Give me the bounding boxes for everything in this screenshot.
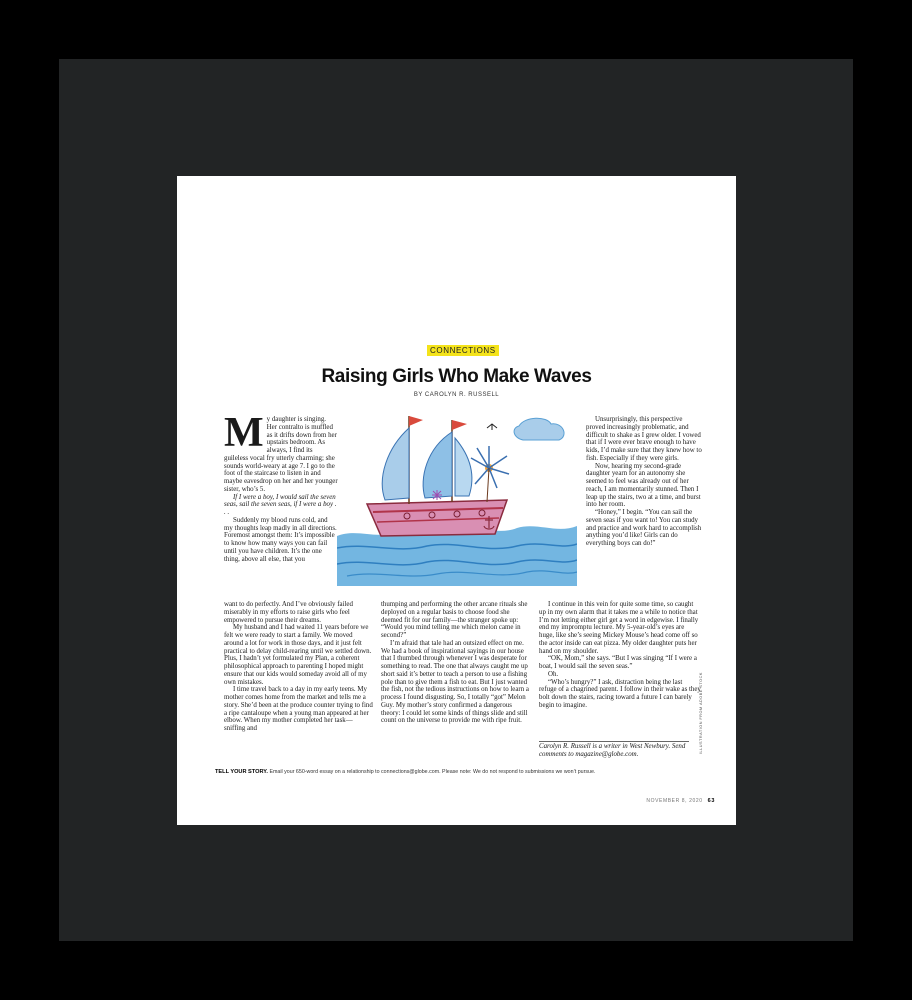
issue-date: NOVEMBER 8, 2020 <box>646 798 703 804</box>
paragraph: thumping and performing the other arcane rituals she deployed on a regular basis to choose food she deemed fit for our family—the stranger spoke up: “Would you mind telling me which melon came in second?” <box>381 601 528 639</box>
page-number: 63 <box>707 798 715 804</box>
paragraph: “Who’s hungry?” I ask, distraction being the last refuge of a chagrined parent. I follow in their wake as they bolt down the stairs, racing toward a future I can barely begin to imagine. <box>539 678 701 709</box>
byline: BY CAROLYN R. RUSSELL <box>413 392 500 398</box>
submission-text: Email your 650-word essay on a relationship to connections@globe.com. Please note: We do not respond to submissions we won’t pursue. <box>269 769 596 775</box>
illustration-credit: ILLUSTRATION FROM ADOBE STOCK <box>699 672 703 754</box>
page-folio <box>646 798 715 804</box>
bio-divider <box>539 741 689 742</box>
magazine-page <box>177 176 736 825</box>
drop-cap: M <box>224 410 264 456</box>
paragraph: want to do perfectly. And I’ve obviously failed miserably in my efforts to raise girls who feel empowered to pursue their dreams. <box>224 601 353 624</box>
paragraph: My husband and I had waited 11 years before we felt we were ready to start a family. We moved around a lot for work in those days, and it just felt practical to delay child-rearing until we settled down. Plus, I hadn’t yet formulated my Plan, a coherent philosophical approach to parenting I hoped might ensure that our kids would someday avoid all of my own mistakes. <box>224 624 372 686</box>
article-title: Raising Girls Who Make Waves <box>321 366 592 387</box>
column-1-top <box>224 410 338 563</box>
column-3-bottom <box>539 601 701 710</box>
paragraph: I time travel back to a day in my early teens. My mother comes home from the market and tells me a story. She’d been at the produce counter trying to find a ripe cantaloupe when a young man appeared at her elbow. When my mother completed her task—sniffing and <box>224 686 373 732</box>
paragraph: Suddenly my blood runs cold, and my thoughts leap madly in all directions. Foremost amongst them: It’s impossible to know how many ways you can fail until you have children. It’s the one thing, above all else, that you <box>224 516 337 563</box>
paragraph: I’m afraid that tale had an outsized effect on me. We had a book of inspirational sayings in our house that I thumbed through whenever I was desperate for something to read. The one that always caught me up short said it’s better to teach a person to use a fishing pole than to give them a fish to eat. But I just wanted the fish, not the tedious instructions on how to learn a process I found disgusting. So, I totally “got” Melon Guy. My mother’s story confirmed a dangerous theory: I could let some kinds of things slide and still count on the universe to provide me with ripe fruit. <box>381 639 529 725</box>
paragraph-opening: y daughter is singing. Her contralto is muffled as it drifts down from her upstairs bedroom. As always, I find its guileless vocal fry utterly charming; she sounds world-weary at age 7. I go to the foot of the staircase to listen in and maybe eavesdrop on her and her younger sister, who’s 5. <box>224 416 338 493</box>
submission-note <box>215 769 695 775</box>
song-lyric: If I were a boy, I would sail the seven seas, sail the seven seas, if I were a boy . . . <box>224 493 337 516</box>
column-3-top <box>586 416 702 548</box>
submission-label: TELL YOUR STORY. <box>215 769 268 775</box>
column-2 <box>381 601 529 725</box>
paragraph: “Honey,” I begin. “You can sail the seven seas if you want to! You can study and practice and work hard to accomplish anything you’d like! Girls can do everything boys can do!” <box>586 509 702 547</box>
paragraph: Unsurprisingly, this perspective proved increasingly problematic, and difficult to shake as I grew older. I vowed that if I were ever brave enough to have kids, I’d make sure that they knew how to fish. Especially if they were girls. <box>586 416 702 462</box>
paragraph: Now, hearing my second-grade daughter yearn for an autonomy she seemed to feel was already out of her reach, I am momentarily stunned. Then I leap up the stairs, two at a time, and burst into her room. <box>586 462 701 509</box>
author-bio: Carolyn R. Russell is a writer in West Newbury. Send comments to magazine@globe.com. <box>539 743 686 758</box>
section-label: CONNECTIONS <box>427 345 499 356</box>
column-1-bottom <box>224 601 373 733</box>
crayon-ship-drawing-icon <box>337 408 577 588</box>
paragraph: I continue in this vein for quite some time, so caught up in my own alarm that it takes me a while to notice that I’m not letting either girl get a word in edgewise. I finally end my impromptu lecture. My 5-year-old’s eyes are huge, like she’s seeing Mickey Mouse’s head come off so the actor inside can eat pizza. My older daughter puts her hand on my shoulder. <box>539 601 699 655</box>
paragraph: Oh. <box>548 670 559 678</box>
paragraph: “OK, Mom,” she says. “But I was singing “If I were a boat, I would sail the seven seas.” <box>539 655 697 670</box>
